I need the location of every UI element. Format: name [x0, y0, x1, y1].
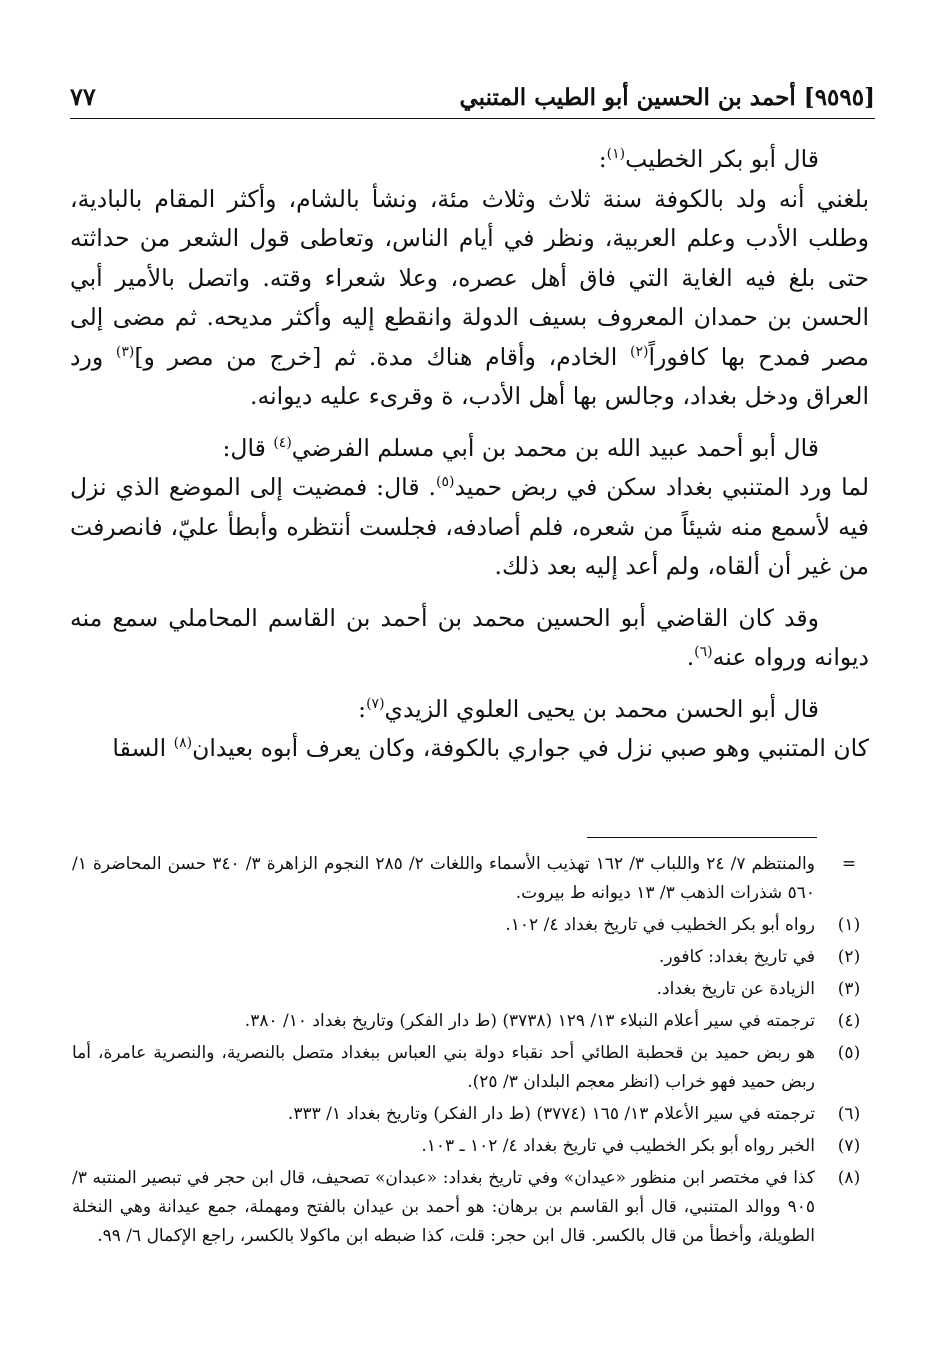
- footnote-marker: (٤): [837, 1011, 861, 1031]
- footnote-item: [72, 943, 869, 972]
- footnote-text: ترجمته في سير الأعلام ١٣/ ١٦٥ (٣٧٧٤) (ط دار الفكر) وتاريخ بغداد ١/ ٣٣٣.: [287, 1104, 815, 1124]
- footnote-marker: (٣): [837, 979, 861, 999]
- footnote-marker: (١): [837, 915, 861, 935]
- footnote-marker: (٦): [837, 1104, 861, 1124]
- paragraph: وقد كان القاضي أبو الحسين محمد بن أحمد بن القاسم المحاملي سمع منه ديوانه ورواه عنه$^{(٦)}$.: [70, 603, 869, 671]
- footnote-text: هو ربض حميد بن قحطبة الطائي أحد نقباء دولة بني العباس ببغداد متصل بالنصرية، والنصرية عامرة، أما ربض حميد فهو خراب (انظر معجم البلدان ٣/ ٢٥).: [72, 1043, 815, 1092]
- footnote-ref: (٣): [115, 343, 135, 360]
- main-text: [70, 140, 869, 769]
- footnote-text: ترجمته في سير أعلام النبلاء ١٣/ ١٢٩ (٣٧٣٨) (ط دار الفكر) وتاريخ بغداد ١٠/ ٣٨٠.: [244, 1011, 815, 1031]
- footnote-text: في تاريخ بغداد: كافور.: [658, 947, 815, 967]
- footnote-ref: (٧): [366, 695, 385, 712]
- paragraph: قال أبو أحمد عبيد الله بن محمد بن أبي مسلم الفرضي$^{(٤)}$ قال:: [222, 433, 819, 462]
- footnote-text: الزيادة عن تاريخ بغداد.: [656, 979, 815, 999]
- paragraph: قال أبو الحسن محمد بن يحيى العلوي الزيدي$^{(٧)}$:: [358, 694, 819, 723]
- paragraph: كان المتنبي وهو صبي نزل في جواري بالكوفة، وكان يعرف أبوه بعيدان$^{(٨)}$ السقا: [112, 734, 869, 762]
- paragraph: لما ورد المتنبي بغداد سكن في ربض حميد$^{(٥)}$. قال: فمضيت إلى الموضع الذي نزل فيه لأسمع منه شيئاً من شعره، فلم أصادفه، فجلست أنتظره وأبطأ عليّ، فانصرفت من غير أن ألقاه، ولم أعد إليه بعد ذلك.: [70, 473, 869, 580]
- footnote-marker: =: [841, 854, 857, 874]
- footnotes: [72, 850, 869, 1254]
- page-number: ٧٧: [70, 82, 96, 111]
- footnote-divider: [587, 837, 817, 838]
- footnote-item: [72, 1039, 869, 1097]
- footnote-ref: (٨): [173, 735, 193, 752]
- paragraph: بلغني أنه ولد بالكوفة سنة ثلاث وثلاث مئة، ونشأ بالشام، وأكثر المقام بالبادية، وطلب الأدب وعلم العربية، ونظر في أيام الناس، وتعاطى قول الشعر من حداثته حتى بلغ فيه الغاية التي فاق أهل عصره، وعلا شعراء وقته. واتصل بالأمير أبي الحسن بن حمدان المعروف بسيف الدولة وانقطع إليه وأكثر مديحه. ثم مضى إلى مصر فمدح بها كافوراً$^{(٢)}$ الخادم، وأقام هناك مدة. ثم [خرج من مصر و]$^{(٣)}$ ورد العراق ودخل بغداد، وجالس بها أهل الأدب، ة وقرىء عليه ديوانه.: [70, 184, 869, 410]
- running-title: [٩٥٩٥] أحمد بن الحسين أبو الطيب المتنبي: [459, 84, 875, 111]
- footnote-text: كذا في مختصر ابن منظور «عيدان» وفي تاريخ بغداد: «عبدان» تصحيف، قال ابن حجر في تبصير المنتبه ٣/ ٩٠٥ ووالد المتنبي، قال أبو القاسم بن برهان: هو أحمد بن عيدان بالفتح ومهملة، جمع عيدانة وهي النخلة الطويلة، وأخطأ من قال بالكسر. قال ابن حجر: قلت، كذا ضبطه ابن ماكولا بالكسر، راجع الإكمال ٦/ ٩٩.: [72, 1168, 815, 1246]
- footnote-item: [72, 1164, 869, 1251]
- footnote-item: [72, 850, 869, 908]
- footnote-text: الخبر رواه أبو بكر الخطيب في تاريخ بغداد ٤/ ١٠٢ ـ ١٠٣.: [421, 1136, 815, 1156]
- paragraph: قال أبو بكر الخطيب$^{(١)}$:: [598, 145, 819, 173]
- footnote-marker: (٥): [837, 1043, 861, 1063]
- footnote-item: [72, 1100, 869, 1129]
- footnote-item: [72, 1132, 869, 1161]
- footnote-ref: (٦): [694, 644, 713, 661]
- footnote-marker: (٨): [837, 1168, 861, 1188]
- footnote-marker: (٢): [837, 947, 861, 967]
- footnote-marker: (٧): [837, 1136, 861, 1156]
- footnote-item: [72, 975, 869, 1004]
- footnote-item: [72, 911, 869, 940]
- footnote-ref: (٢): [629, 343, 649, 360]
- footnote-ref: (٤): [273, 434, 292, 451]
- footnote-text: والمنتظم ٧/ ٢٤ واللباب ٣/ ١٦٢ تهذيب الأسماء واللغات ٢/ ٢٨٥ النجوم الزاهرة ٣/ ٣٤٠ حسن المحاضرة ١/ ٥٦٠ شذرات الذهب ٣/ ١٣ ديوانه ط بيروت.: [72, 854, 815, 903]
- footnote-item: [72, 1007, 869, 1036]
- footnote-text: رواه أبو بكر الخطيب في تاريخ بغداد ٤/ ١٠٢.: [505, 915, 815, 935]
- footnote-ref: (١): [606, 146, 626, 163]
- page-header: [70, 78, 875, 119]
- footnote-ref: (٥): [435, 474, 455, 491]
